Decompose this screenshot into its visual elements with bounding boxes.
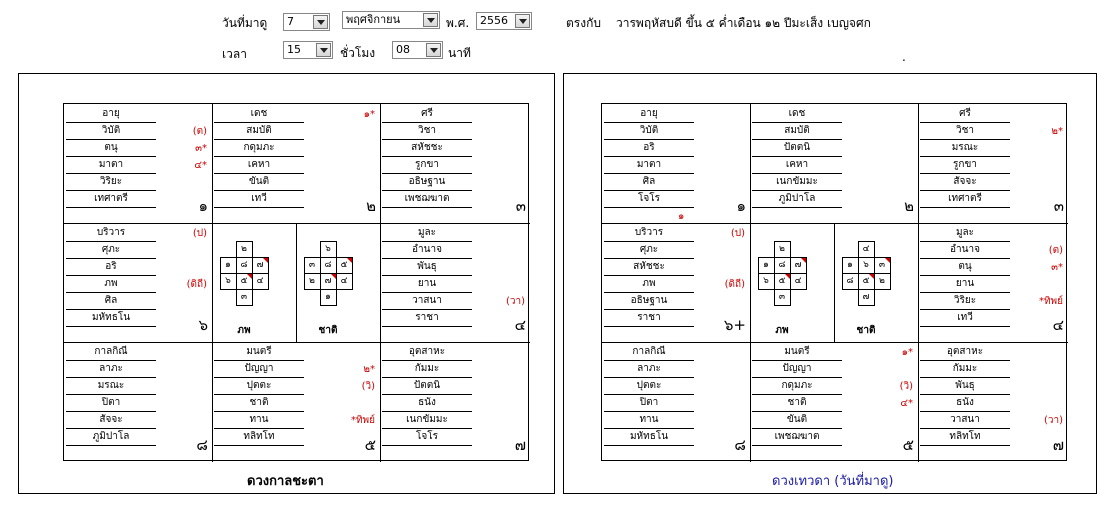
grid-line [758, 273, 806, 274]
grid-line [64, 223, 212, 224]
date-label: วันที่มาดู [222, 16, 268, 30]
house-item: มาตา [604, 157, 694, 174]
bhop-chart-value: ๖ [225, 276, 231, 286]
era-label: พ.ศ. [446, 16, 470, 30]
bhop-chart-value: ๖ [763, 276, 769, 286]
red-corner-marker [885, 258, 890, 263]
house-item: ปิตา [604, 395, 694, 412]
house-mark: *ทิพย์ [1038, 296, 1063, 307]
house-item: สมบัติ [752, 123, 842, 140]
house-item: วิบัติ [66, 123, 156, 140]
house-number: ๓ [515, 197, 526, 215]
grid-line [380, 104, 381, 462]
dot-text: . [902, 50, 906, 64]
house-item: ราชา [604, 310, 694, 327]
house-item: มนตรี [214, 344, 304, 361]
house-item: อายุ [604, 106, 694, 123]
chat-chart-value: ๘ [846, 276, 854, 286]
chat-chart-value: ๔ [862, 244, 870, 254]
house-item: ลาภะ [66, 361, 156, 378]
chat-chart-value: ๔ [340, 276, 348, 286]
bhop-chart-label: ภพ [775, 325, 789, 336]
house-mark: ๓* [1051, 262, 1063, 273]
red-corner-marker [331, 274, 336, 279]
grid-line [750, 104, 751, 462]
house-item: อริ [604, 140, 694, 157]
house-item: ปัตตนิ [382, 378, 472, 395]
house-item: วิริยะ [920, 293, 1010, 310]
red-corner-marker [263, 258, 268, 263]
house-item: เพชฌฆาต [752, 429, 842, 446]
house-item: ชาติ [214, 395, 304, 412]
house-item: เทวี [214, 191, 304, 208]
house-mark: ๑* [901, 347, 913, 358]
bhop-chart-value: ๗ [256, 260, 264, 270]
house-number: ๔ [1052, 316, 1064, 334]
house-mark: ๒* [363, 364, 375, 375]
grid-line [602, 342, 750, 343]
house-item: ทาน [214, 412, 304, 429]
chat-chart-value: ๕ [862, 276, 870, 286]
bhop-chart-value: ๗ [794, 260, 802, 270]
house-item: วิชา [920, 123, 1010, 140]
house-item: ทลิทโท [214, 429, 304, 446]
grid-line [380, 342, 530, 343]
house-item: เคหา [752, 157, 842, 174]
house-mark: ๓* [195, 143, 207, 154]
house-item: เพชฌฆาต [382, 191, 472, 208]
house-item: เทวี [920, 310, 1010, 327]
house-item: ศรี [920, 106, 1010, 123]
house-item: กัมมะ [920, 361, 1010, 378]
house-item: เนกขัมมะ [752, 174, 842, 191]
house-item: มหัทธโน [604, 429, 694, 446]
chat-chart-value: ๗ [324, 276, 332, 286]
grid-line [750, 342, 918, 343]
grid-line [380, 223, 530, 224]
chat-chart-value: ๖ [863, 260, 869, 270]
house-number: ๔ [514, 316, 526, 334]
house-mark: (ดิถี) [724, 279, 745, 290]
day-select[interactable] [283, 13, 330, 31]
house-item: ปัญญา [752, 361, 842, 378]
house-item: สัจจะ [66, 412, 156, 429]
house-item: มูละ [920, 225, 1010, 242]
house-item: ศิล [66, 293, 156, 310]
house-number: ๕ [902, 436, 914, 454]
house-number: ๑ [736, 197, 746, 215]
house-item: ภูมิปาโล [66, 429, 156, 446]
grid-line [212, 342, 380, 343]
chevron-down-icon [426, 43, 441, 57]
house-item: รูกขา [920, 157, 1010, 174]
house-item: เคหา [214, 157, 304, 174]
house-item: สหัชชะ [604, 259, 694, 276]
day-value: 7 [287, 15, 294, 28]
house-item: ชาติ [752, 395, 842, 412]
grid-line [918, 223, 1068, 224]
red-corner-marker [801, 258, 806, 263]
left-chart-grid [63, 103, 529, 461]
house-item: อุตสาหะ [920, 344, 1010, 361]
house-mark: ๔* [900, 398, 913, 409]
house-item: ปิตา [66, 395, 156, 412]
house-number: ๖ [198, 316, 208, 334]
chat-chart-value: ๑ [847, 260, 853, 270]
house-item: เทศาตรี [66, 191, 156, 208]
chat-chart-value: ๗ [862, 292, 870, 302]
house-item: กัมมะ [382, 361, 472, 378]
house-number: ๓ [1053, 197, 1064, 215]
bhop-chart-value: ๕ [240, 276, 248, 286]
house-item: วิชา [382, 123, 472, 140]
house-item: มหัทธโน [66, 310, 156, 327]
month-value: พฤศจิกายน [346, 13, 401, 26]
house-item: ภูมิปาโล [752, 191, 842, 208]
house-number: ๕ [364, 436, 376, 454]
house-item: เนกขัมมะ [382, 412, 472, 429]
house-item: ธนัง [920, 395, 1010, 412]
house-mark: (ป) [192, 228, 207, 239]
minute-unit-label: นาที [448, 46, 471, 60]
minute-select[interactable] [392, 41, 443, 59]
house-item: โจโร [604, 191, 694, 208]
chat-chart-label: ชาติ [318, 325, 338, 336]
house-item: ลาภะ [604, 361, 694, 378]
hour-value: 15 [287, 43, 301, 56]
minute-value: 08 [396, 43, 410, 56]
year-select[interactable] [476, 12, 532, 30]
house-item: อริ [66, 259, 156, 276]
house-item: ขันติ [214, 174, 304, 191]
house-item: เทศาตรี [920, 191, 1010, 208]
bhop-chart-value: ๘ [240, 260, 248, 270]
house-item: อำนาจ [920, 242, 1010, 259]
chat-chart-value: ๒ [879, 276, 885, 286]
house-item: โจโร [382, 429, 472, 446]
house-item: ปัญญา [214, 361, 304, 378]
house-item: ศุภะ [66, 242, 156, 259]
month-select[interactable] [342, 11, 440, 29]
thai-date-text: วารพฤหัสบดี ขึ้น ๕ ค่ำเดือน ๑๒ ปีมะเส็ง เบญจศก [616, 16, 871, 30]
red-corner-marker [247, 274, 252, 279]
house-mark: (ป) [730, 228, 745, 239]
red-corner-marker [785, 274, 790, 279]
chat-chart-value: ๖ [325, 244, 331, 254]
house-item: ปัตตนิ [752, 140, 842, 157]
chat-chart-value: ๘ [324, 260, 332, 270]
house-item: วาสนา [382, 293, 472, 310]
house-item: มนตรี [752, 344, 842, 361]
chevron-down-icon [515, 14, 530, 28]
house-mark: ๔* [194, 160, 207, 171]
chevron-down-icon [316, 43, 331, 57]
grid-line [64, 342, 212, 343]
house-number: ๒ [366, 197, 376, 215]
bhop-chart-label: ภพ [237, 325, 251, 336]
left-chart-panel [18, 73, 555, 494]
grid-line [296, 223, 297, 342]
house-item: พันธุ [920, 378, 1010, 395]
house-mark: (วิ) [361, 381, 375, 392]
time-label: เวลา [222, 47, 247, 61]
bhop-chart-value: ๑ [225, 260, 231, 270]
house-item: วิบัติ [604, 123, 694, 140]
house-item: ยาน [920, 276, 1010, 293]
right-chart-panel [563, 73, 1097, 494]
house-mark: (วา) [1043, 415, 1063, 426]
bhop-chart-value: ๕ [778, 276, 786, 286]
right-chart-caption: ดวงเทวดา (วันที่มาดู) [772, 474, 894, 489]
grid-line [212, 104, 213, 462]
house-number: ๗ [514, 436, 526, 454]
house-item: สัจจะ [920, 174, 1010, 191]
chat-chart-value: ๓ [308, 260, 316, 270]
house-item: พันธุ [382, 259, 472, 276]
year-value: 2556 [480, 14, 508, 27]
bhop-chart-value: ๔ [794, 276, 802, 286]
house-mark: (วา) [505, 296, 525, 307]
house-item: สมบัติ [214, 123, 304, 140]
house-item: ภพ [66, 276, 156, 293]
bhop-chart-value: ๘ [778, 260, 786, 270]
house-item: อำนาจ [382, 242, 472, 259]
house-mark: (ต) [1048, 245, 1063, 256]
hour-unit-label: ชั่วโมง [340, 46, 376, 60]
house-item: กดุมภะ [752, 378, 842, 395]
chat-chart-value: ๕ [340, 260, 348, 270]
chevron-down-icon [423, 13, 438, 27]
house-item: ศรี [382, 106, 472, 123]
grid-line [220, 273, 268, 274]
house-item: กาลกิณี [66, 344, 156, 361]
bhop-chart-value: ๒ [779, 244, 785, 254]
left-chart-caption: ดวงกาลชะตา [247, 474, 324, 489]
house-mark: (ดิถี) [186, 279, 207, 290]
house-item: อายุ [66, 106, 156, 123]
grid-line [918, 342, 1068, 343]
house-item: ปุตตะ [604, 378, 694, 395]
house-item: ราชา [382, 310, 472, 327]
house-item: อธิษฐาน [382, 174, 472, 191]
house-item: อธิษฐาน [604, 293, 694, 310]
red-corner-marker [347, 258, 352, 263]
house-item: ทลิทโท [920, 429, 1010, 446]
corresponds-label: ตรงกับ [566, 16, 601, 30]
bhop-chart-value: ๒ [241, 244, 247, 254]
grid-line [602, 223, 750, 224]
house-number: ๖+ [723, 316, 746, 334]
house-mark: (วิ) [899, 381, 913, 392]
house-item: มรณะ [920, 140, 1010, 157]
grid-line [834, 223, 835, 342]
house-item: มูละ [382, 225, 472, 242]
chat-chart-value: ๒ [309, 276, 315, 286]
chevron-down-icon [313, 15, 328, 29]
house-item: ตนุ [66, 140, 156, 157]
house-mark: ๑ [678, 211, 685, 222]
house-item: ทาน [604, 412, 694, 429]
house-mark: (ต) [192, 126, 207, 137]
grid-line [304, 273, 352, 274]
house-mark: *ทิพย์ [350, 415, 375, 426]
house-item: ตนุ [920, 259, 1010, 276]
house-number: ๑ [198, 197, 208, 215]
house-item: เดช [214, 106, 304, 123]
house-item: กดุมภะ [214, 140, 304, 157]
house-number: ๘ [734, 436, 746, 454]
house-item: วิริยะ [66, 174, 156, 191]
bhop-chart-value: ๓ [778, 292, 786, 302]
house-item: บริวาร [66, 225, 156, 242]
house-item: ศิล [604, 174, 694, 191]
house-item: บริวาร [604, 225, 694, 242]
house-number: ๗ [1052, 436, 1064, 454]
house-item: รูกขา [382, 157, 472, 174]
bhop-chart-value: ๔ [256, 276, 264, 286]
house-item: ขันติ [752, 412, 842, 429]
house-item: มาตา [66, 157, 156, 174]
chat-chart-label: ชาติ [856, 325, 876, 336]
house-item: มรณะ [66, 378, 156, 395]
house-item: กาลกิณี [604, 344, 694, 361]
house-mark: ๒* [1051, 126, 1063, 137]
right-chart-grid [601, 103, 1067, 461]
bhop-chart-value: ๓ [240, 292, 248, 302]
house-number: ๒ [904, 197, 914, 215]
house-item: ธนัง [382, 395, 472, 412]
house-item: ภพ [604, 276, 694, 293]
chat-chart-value: ๑ [325, 292, 331, 302]
house-item: ยาน [382, 276, 472, 293]
house-item: อุตสาหะ [382, 344, 472, 361]
house-number: ๘ [196, 436, 208, 454]
house-item: เดช [752, 106, 842, 123]
hour-select[interactable] [283, 41, 333, 59]
house-mark: ๑* [363, 109, 375, 120]
bhop-chart-value: ๑ [763, 260, 769, 270]
house-item: ปุตตะ [214, 378, 304, 395]
house-item: สหัชชะ [382, 140, 472, 157]
house-item: วาสนา [920, 412, 1010, 429]
red-corner-marker [869, 274, 874, 279]
house-item: ศุภะ [604, 242, 694, 259]
grid-line [842, 273, 890, 274]
grid-line [918, 104, 919, 462]
chat-chart-value: ๓ [878, 260, 886, 270]
